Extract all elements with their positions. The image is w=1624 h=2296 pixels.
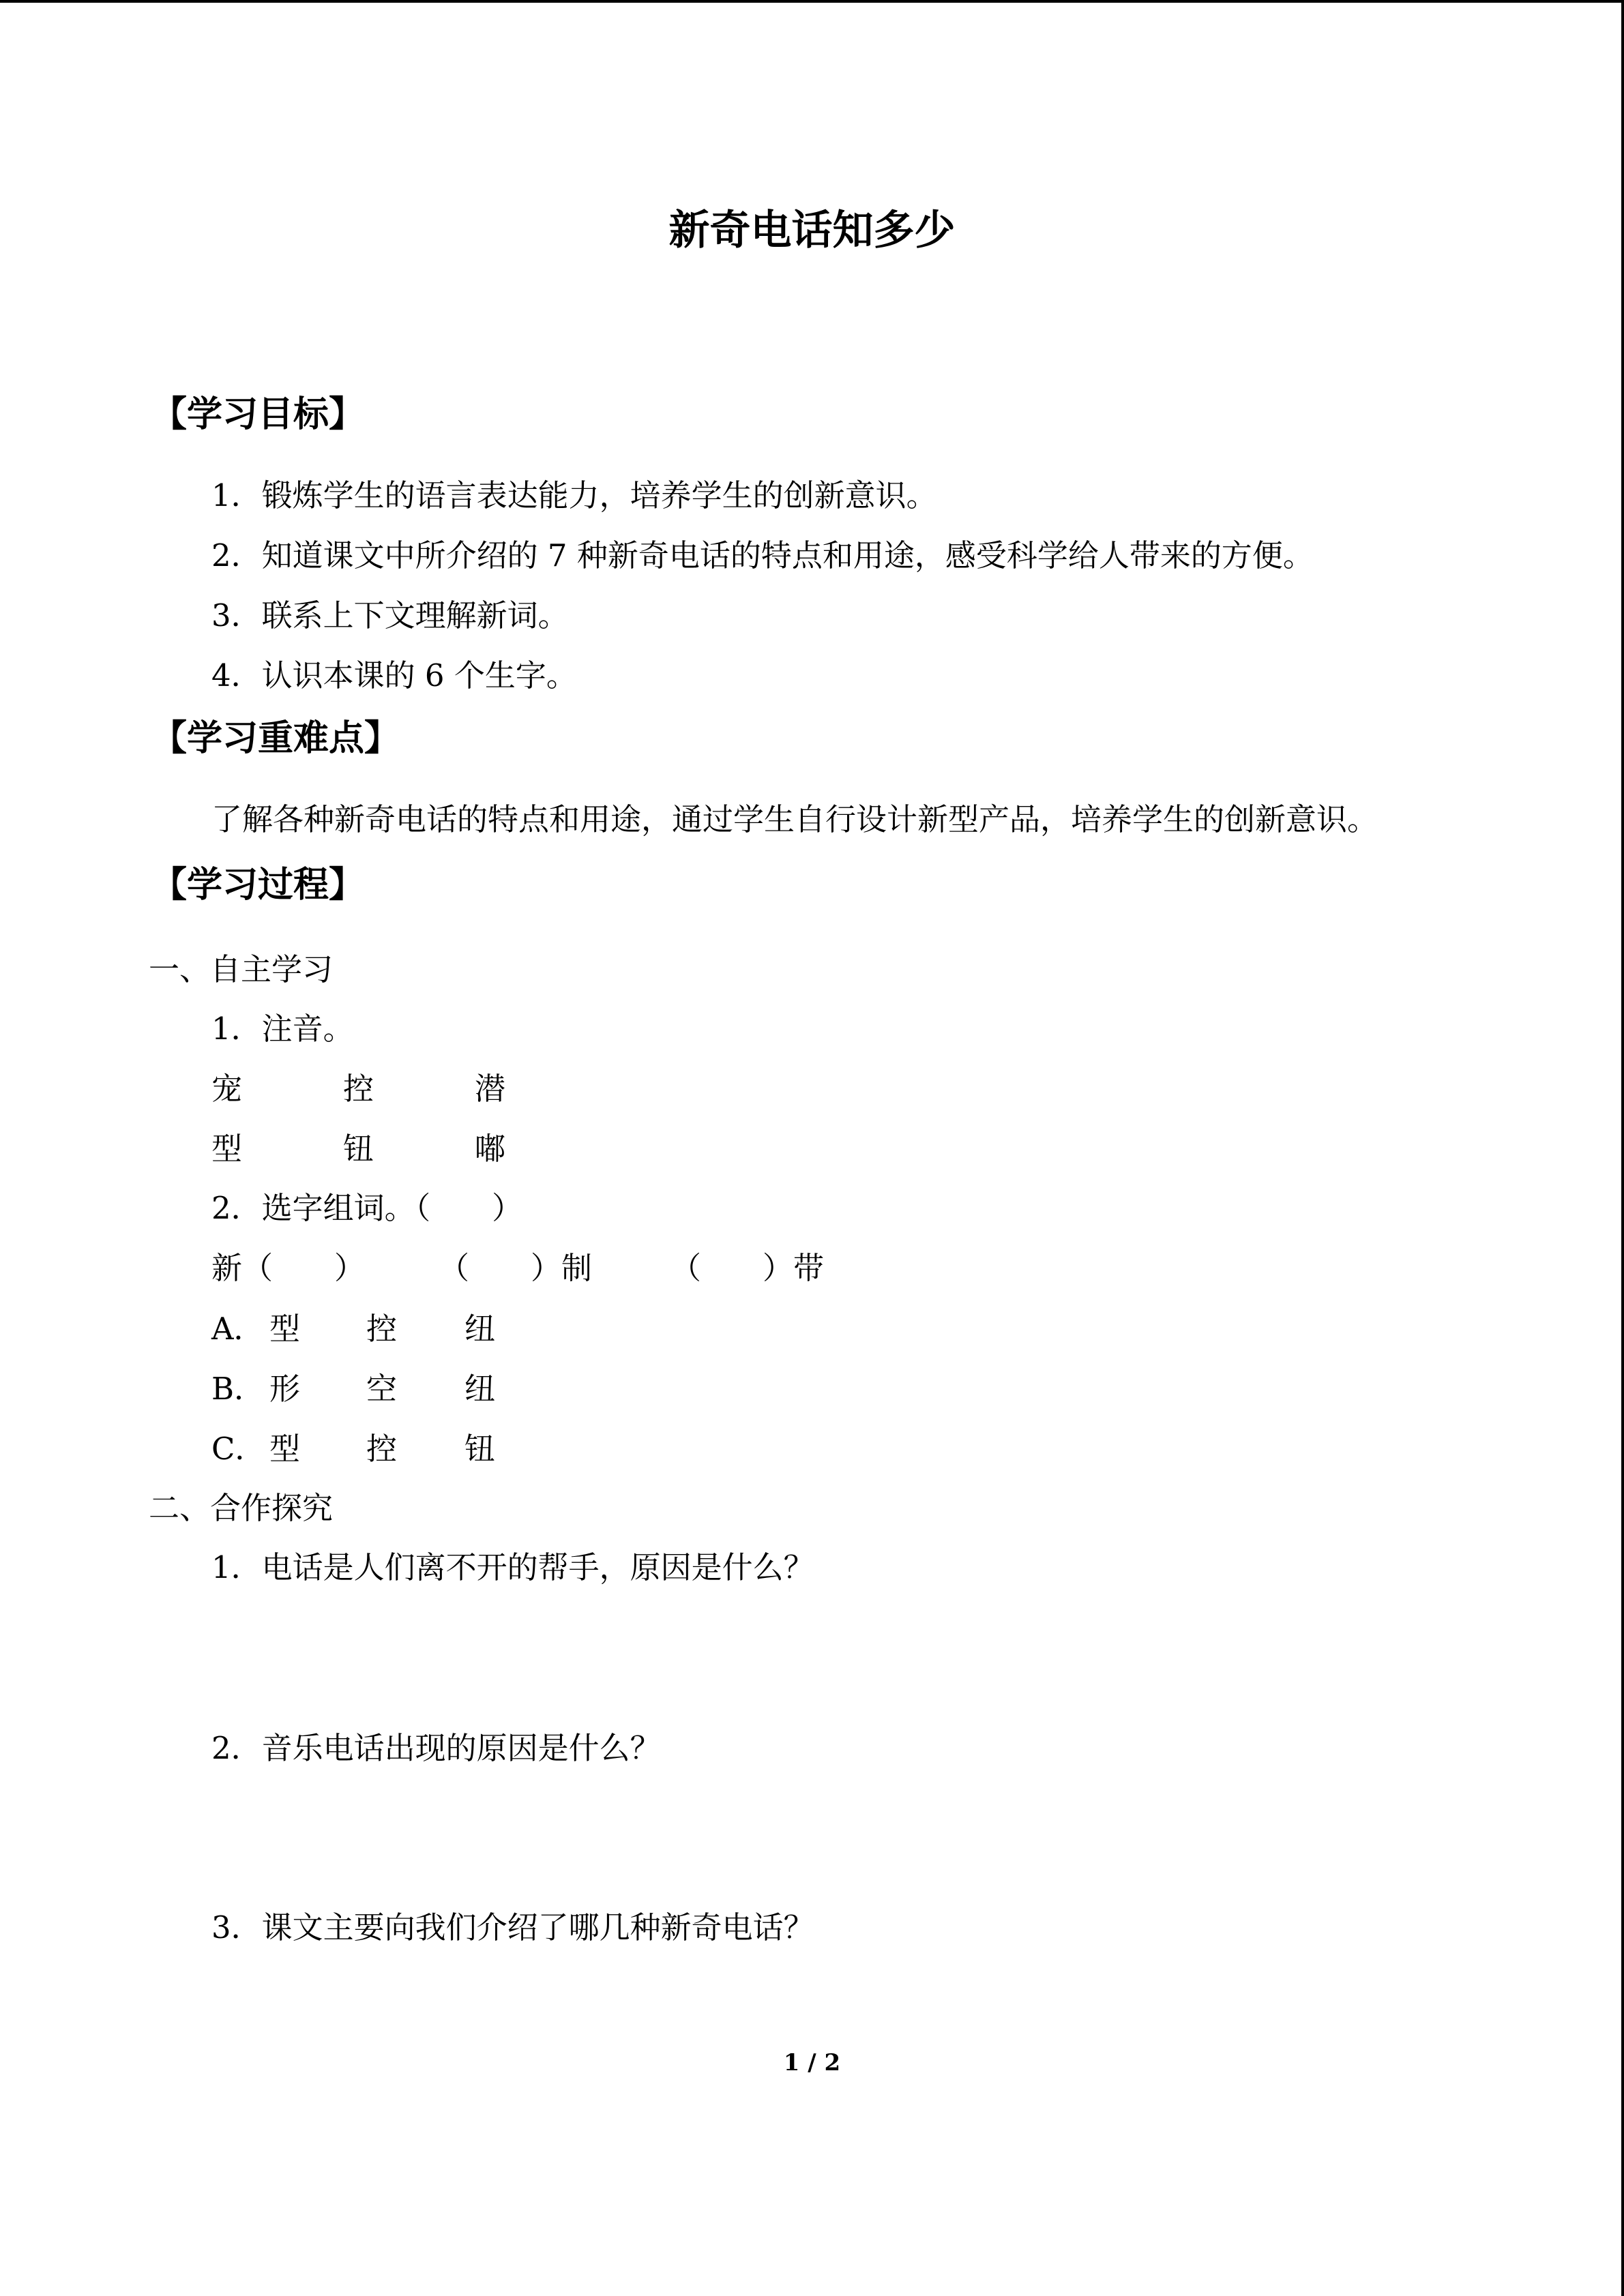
- phonetic-char: 宠: [211, 1071, 243, 1107]
- phonetic-char: 潜: [475, 1071, 506, 1107]
- heading-key-points: 【学习重难点】: [151, 718, 400, 759]
- part-title-cooperative-inquiry: 二、合作探究: [149, 1490, 334, 1526]
- blank-item: （ ）带: [670, 1250, 825, 1286]
- option-label: B．: [211, 1371, 265, 1407]
- inquiry-question: 3．课文主要向我们介绍了哪几种新奇电话？: [211, 1909, 814, 1945]
- phonetic-char: 控: [343, 1071, 374, 1107]
- inquiry-question: 2．音乐电话出现的原因是什么？: [211, 1730, 661, 1766]
- option-char: 纽: [464, 1311, 496, 1347]
- heading-learning-goals: 【学习目标】: [151, 394, 365, 435]
- option-label: A．: [211, 1311, 265, 1347]
- phonetic-char: 钮: [343, 1131, 374, 1167]
- heading-learning-process: 【学习过程】: [151, 865, 365, 906]
- goal-item: 3．联系上下文理解新词。: [211, 597, 569, 633]
- option-char: 控: [366, 1311, 398, 1347]
- phonetic-char: 嘟: [475, 1131, 506, 1167]
- option-char: 钮: [464, 1431, 496, 1467]
- page-indicator: 1 / 2: [783, 2049, 841, 2076]
- page-top-border: [0, 0, 1624, 3]
- page-right-border: [1621, 0, 1624, 2296]
- key-points-text: 了解各种新奇电话的特点和用途，通过学生自行设计新型产品，培养学生的创新意识。: [211, 801, 1378, 837]
- blank-item: （ ）制: [439, 1250, 593, 1286]
- option-char: 型: [269, 1431, 301, 1467]
- question-word-choice: 2．选字组词。（ ）: [211, 1190, 523, 1226]
- blank-item: 新（ ）: [211, 1250, 366, 1286]
- option-char: 形: [269, 1371, 301, 1407]
- option-label: C．: [211, 1431, 266, 1467]
- goal-item: 4．认识本课的 6 个生字。: [211, 657, 577, 694]
- option-char: 控: [366, 1431, 398, 1467]
- part-title-self-study: 一、自主学习: [149, 951, 334, 987]
- goal-item: 2．知道课文中所介绍的 7 种新奇电话的特点和用途，感受科学给人带来的方便。: [211, 537, 1314, 573]
- goal-item: 1．锻炼学生的语言表达能力，培养学生的创新意识。: [211, 477, 937, 513]
- document-title: 新奇电话知多少: [668, 207, 956, 254]
- option-char: 纽: [464, 1371, 496, 1407]
- option-char: 型: [269, 1311, 301, 1347]
- option-char: 空: [366, 1371, 398, 1407]
- question-phonetic: 1．注音。: [211, 1011, 354, 1047]
- inquiry-question: 1．电话是人们离不开的帮手，原因是什么？: [211, 1549, 814, 1585]
- phonetic-char: 型: [211, 1131, 243, 1167]
